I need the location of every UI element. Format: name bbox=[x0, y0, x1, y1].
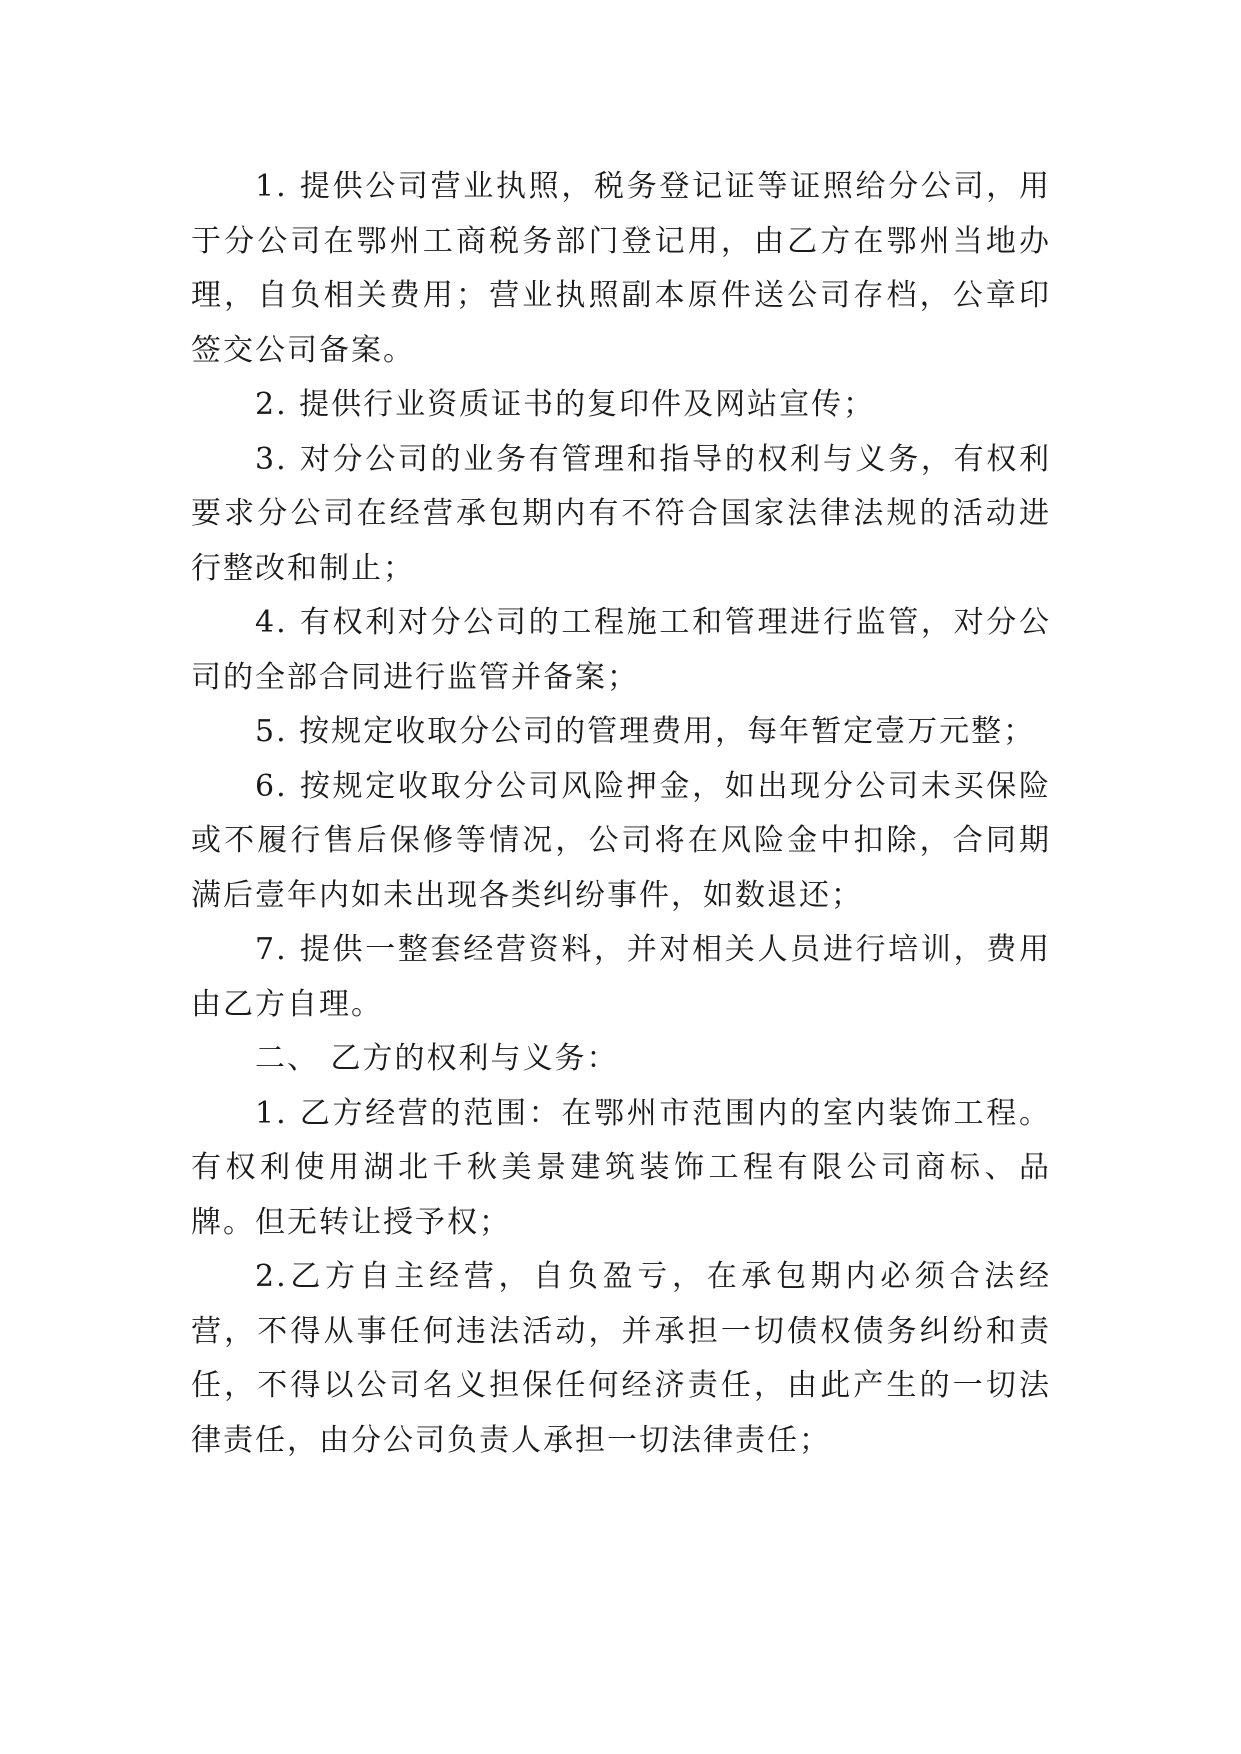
clause-1-4: 4. 有权利对分公司的工程施工和管理进行监管，对分公司的全部合同进行监管并备案； bbox=[191, 605, 1051, 695]
clause-1-3: 3. 对分公司的业务有管理和指导的权利与义务，有权利要求分公司在经营承包期内有不符合国家法律法规的活动进行整改和制止； bbox=[191, 441, 1051, 586]
clause-1-6: 6. 按规定收取分公司风险押金，如出现分公司未买保险或不履行售后保修等情况，公司将在风险金中扣除，合同期满后壹年内如未出现各类纠纷事件，如数退还； bbox=[191, 768, 1051, 913]
clause-1-5: 5. 按规定收取分公司的管理费用，每年暂定壹万元整； bbox=[255, 714, 1036, 749]
clause-1-7: 7. 提供一整套经营资料，并对相关人员进行培训，费用由乙方自理。 bbox=[191, 932, 1051, 1022]
clause-2-2: 2.乙方自主经营，自负盈亏，在承包期内必须合法经营，不得从事任何违法活动，并承担一切债权债务纠纷和责任，不得以公司名义担保任何经济责任，由此产生的一切法律责任，由分公司负责人承担一切法律责任； bbox=[191, 1259, 1051, 1458]
clause-1-1: 1. 提供公司营业执照，税务登记证等证照给分公司，用于分公司在鄂州工商税务部门登记用，由乙方在鄂州当地办理，自负相关费用；营业执照副本原件送公司存档，公章印签交公司备案。 bbox=[191, 169, 1051, 368]
section-heading-2: 二、 乙方的权利与义务： bbox=[255, 1041, 619, 1076]
clause-1-2: 2. 提供行业资质证书的复印件及网站宣传； bbox=[255, 387, 876, 422]
clause-2-1: 1. 乙方经营的范围：在鄂州市范围内的室内装饰工程。有权利使用湖北千秋美景建筑装饰工程有限公司商标、品牌。但无转让授予权； bbox=[191, 1095, 1051, 1240]
document-body bbox=[191, 160, 1051, 1468]
